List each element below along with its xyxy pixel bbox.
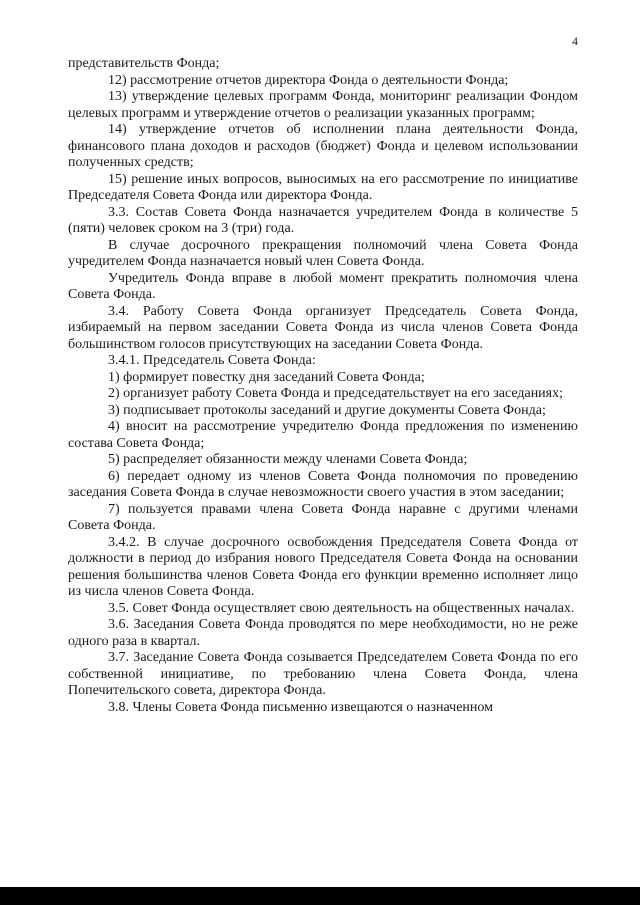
paragraph: 3.5. Совет Фонда осуществляет свою деятельность на общественных началах. <box>108 600 575 616</box>
paragraph: 3.4.1. Председатель Совета Фонда: <box>108 353 316 368</box>
paragraph: 3.7. Заседание Совета Фонда созывается Председателем Совета Фонда по его собственной инициативе, по требованию члена Совета Фонда, члена Попечительского совета, директора Фонда. <box>68 650 578 698</box>
paragraph: В случае досрочного прекращения полномочий члена Совета Фонда учредителем Фонда назначается новый член Совета Фонда. <box>68 237 578 269</box>
paragraph: 14) утверждение отчетов об исполнении плана деятельности Фонда, финансового плана доходов и расходов (бюджет) Фонда и целевом использовании полученных средств; <box>68 122 578 170</box>
document-body <box>68 56 578 716</box>
paragraph: 2) организует работу Совета Фонда и председательствует на его заседаниях; <box>108 386 564 401</box>
paragraph: 3.4.2. В случае досрочного освобождения Председателя Совета Фонда от должности в период до избрания нового Председателя Совета Фонда на основании решения большинства членов Совета Фонда его функции временно исполняет лицо из числа членов Совета Фонда. <box>68 534 578 599</box>
paragraph: 15) решение иных вопросов, выносимых на его рассмотрение по инициативе Председателя Совета Фонда или директора Фонда. <box>68 171 578 203</box>
paragraph: 7) пользуется правами члена Совета Фонда наравне с другими членами Совета Фонда. <box>68 501 578 533</box>
paragraph: 13) утверждение целевых программ Фонда, мониторинг реализации Фондом целевых программ и утверждение отчетов о реализации указанных программ; <box>68 89 578 121</box>
paragraph: 5) распределяет обязанности между членами Совета Фонда; <box>108 452 468 467</box>
paragraph: 12) рассмотрение отчетов директора Фонда о деятельности Фонда; <box>108 72 509 88</box>
paragraph: Учредитель Фонда вправе в любой момент прекратить полномочия члена Совета Фонда. <box>68 270 578 302</box>
paragraph: 4) вносит на рассмотрение учредителю Фонда предложения по изменению состава Совета Фонда; <box>68 419 578 451</box>
paragraph: 6) передает одному из членов Совета Фонда полномочия по проведению заседания Совета Фонда в случае невозможности своего участия в этом заседании; <box>68 468 578 500</box>
paragraph: 1) формирует повестку дня заседаний Совета Фонда; <box>108 369 425 385</box>
paragraph: 3.4. Работу Совета Фонда организует Председатель Совета Фонда, избираемый на первом заседании Совета Фонда из числа членов Совета Фонда большинством голосов присутствующих на заседании Совета Фонда. <box>68 303 578 352</box>
paragraph: представительств Фонда; <box>68 56 220 71</box>
scan-edge-bar <box>0 887 640 905</box>
paragraph: 3) подписывает протоколы заседаний и другие документы Совета Фонда; <box>108 402 546 418</box>
paragraph: 3.6. Заседания Совета Фонда проводятся по мере необходимости, но не реже одного раза в квартал. <box>68 617 578 649</box>
page-number: 4 <box>572 34 578 48</box>
paragraph: 3.3. Состав Совета Фонда назначается учредителем Фонда в количестве 5 (пяти) человек сроком на 3 (три) года. <box>68 204 578 236</box>
paragraph: 3.8. Члены Совета Фонда письменно извещаются о назначенном <box>108 699 493 715</box>
